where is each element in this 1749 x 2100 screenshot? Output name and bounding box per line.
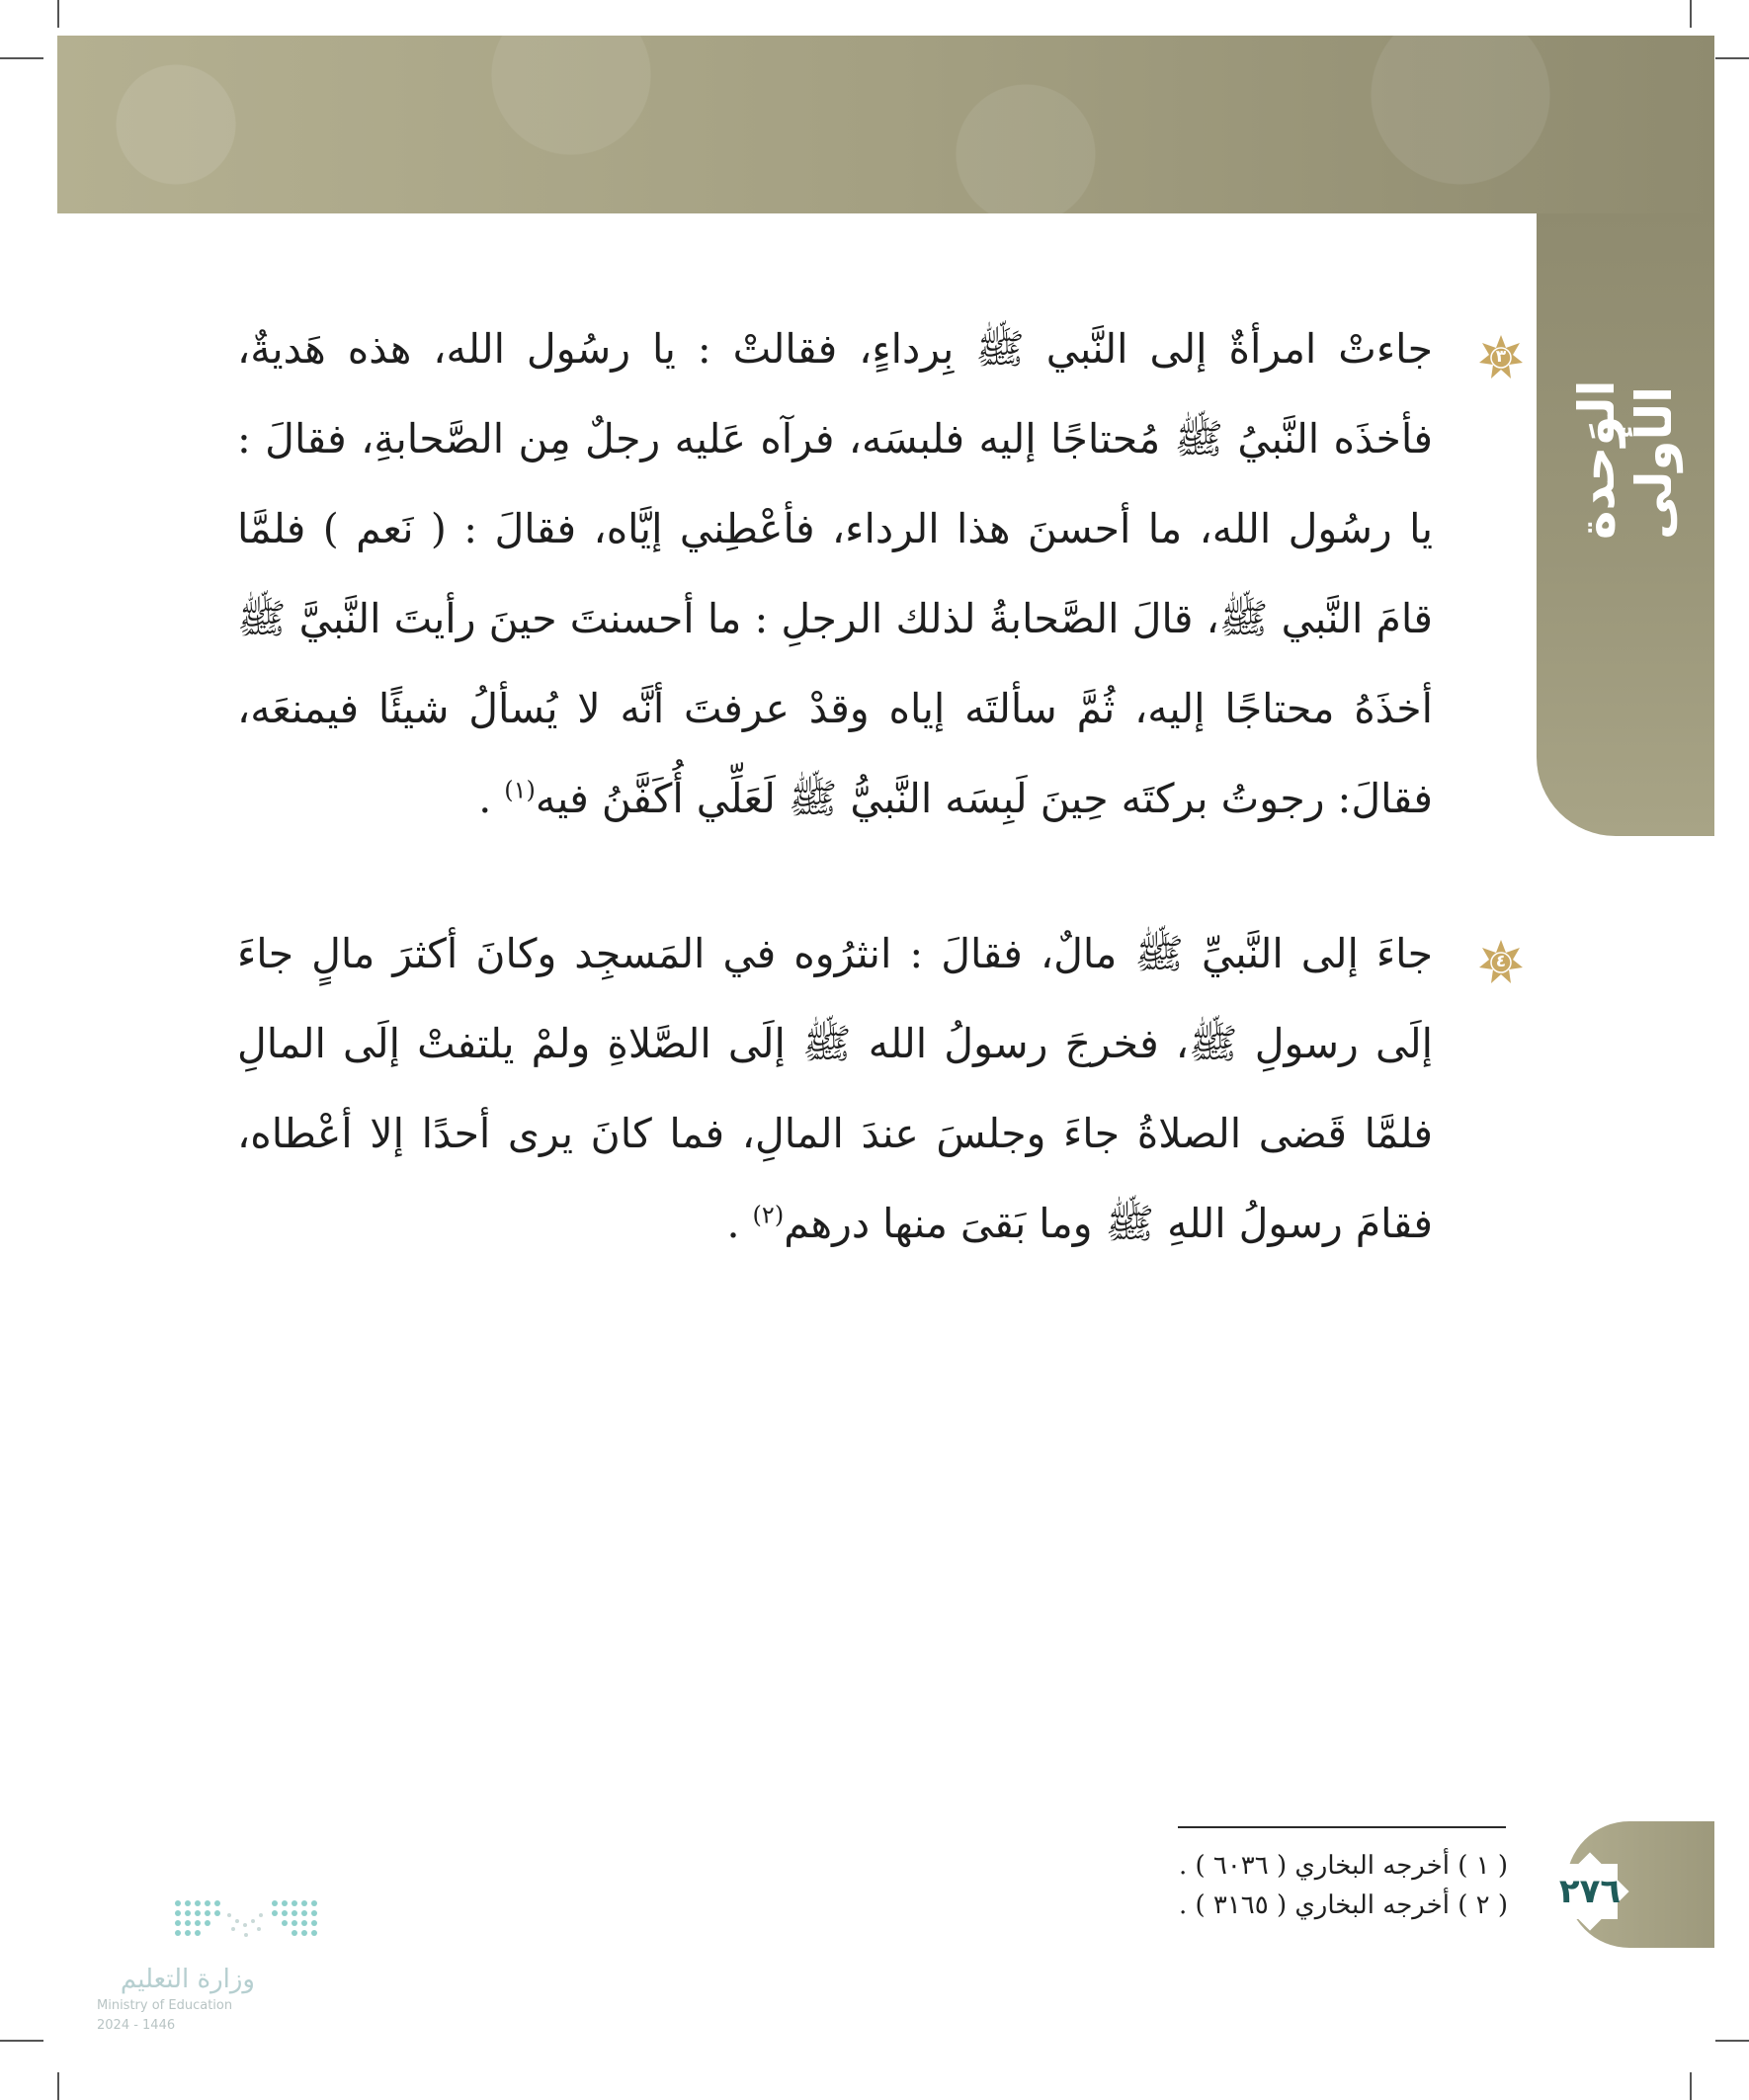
crop-mark <box>1715 57 1749 59</box>
crop-mark <box>1715 2040 1749 2042</box>
crop-mark <box>0 2040 43 2042</box>
paragraph-text: جاءتْ امرأةٌ إلى النَّبي ﷺ بِرداءٍ، فقالتْ : يا رسُول الله، هذه هَديةٌ، فأخذَه النَّبيُ ﷺ مُحتاجًا إليه فلبسَه، فرآه عَليه رجلٌ مِن الصَّحابةِ، فقالَ : يا رسُول الله، ما أحسنَ هذا الرداء، فأعْطِني إيَّاه، فقالَ : ( نَعم ) فلمَّا قامَ النَّبي ﷺ، قالَ الصَّحابةُ لذلك الرجلِ : ما أحسنتَ حينَ رأيتَ النَّبيَّ ﷺ أخذَهُ محتاجًا إليه، ثُمَّ سألتَه إياه وقدْ عرفتَ أنَّه لا يُسألُ شيئًا فيمنعَه، فقالَ: رجوتُ بركتَه حِينَ لَبِسَه النَّبيُّ ﷺ لَعَلِّي أُكَفَّنُ فيه <box>237 325 1433 822</box>
footnote-divider <box>1178 1826 1506 1828</box>
ministry-logo <box>97 1895 334 2044</box>
footnote-2: ( ٢ ) أخرجه البخاري ( ٣١٦٥ ) . <box>1178 1890 1508 1920</box>
crop-mark <box>0 57 43 59</box>
paragraph-end: . <box>726 1200 740 1247</box>
page-number-badge <box>1549 1851 1630 1932</box>
ministry-name-en: Ministry of Education <box>97 1998 233 2013</box>
header-band <box>57 36 1714 213</box>
item-number: ٤ <box>1495 952 1507 971</box>
paragraph-text: جاءَ إلى النَّبيِّ ﷺ مالٌ، فقالَ : انثرُوه في المَسجِد وكانَ أكثرَ مالٍ جاءَ إلَى رسولِ ﷺ، فخرجَ رسولُ الله ﷺ إلَى الصَّلاةِ ولمْ يلتفتْ إلَى المالِ فلمَّا قَضى الصلاةُ جاءَ وجلسَ عندَ المالِ، فما كانَ يرى أحدًا إلا أعْطاه، فقامَ رسولُ اللهِ ﷺ وما بَقىَ منها درهم <box>237 930 1433 1247</box>
item-badge-4 <box>1478 939 1524 984</box>
ministry-year: 2024 - 1446 <box>97 2018 176 2033</box>
footnotes <box>1126 1846 1508 1925</box>
footnote-ref: (١) <box>504 776 536 804</box>
ministry-name-ar: وزارة التعليم <box>120 1965 255 1994</box>
page-number: ٢٧٦ <box>1558 1872 1622 1911</box>
footnote-ref: (٢) <box>752 1201 785 1229</box>
crop-mark <box>1690 0 1692 28</box>
footnote-1: ( ١ ) أخرجه البخاري ( ٦٠٣٦ ) . <box>1178 1851 1508 1881</box>
unit-title: الوَحدة الأولى <box>1568 379 1683 540</box>
crop-mark <box>57 2072 59 2100</box>
item-badge-3 <box>1478 334 1524 379</box>
crop-mark <box>1690 2072 1692 2100</box>
unit-title-wrap <box>1537 213 1714 540</box>
crop-mark <box>57 0 59 28</box>
ministry-dots-icon <box>172 1895 320 1947</box>
hadith-paragraph-4 <box>237 909 1433 1269</box>
paragraph-end: . <box>478 775 492 822</box>
hadith-paragraph-3 <box>237 304 1433 844</box>
item-number: ٣ <box>1495 347 1507 367</box>
